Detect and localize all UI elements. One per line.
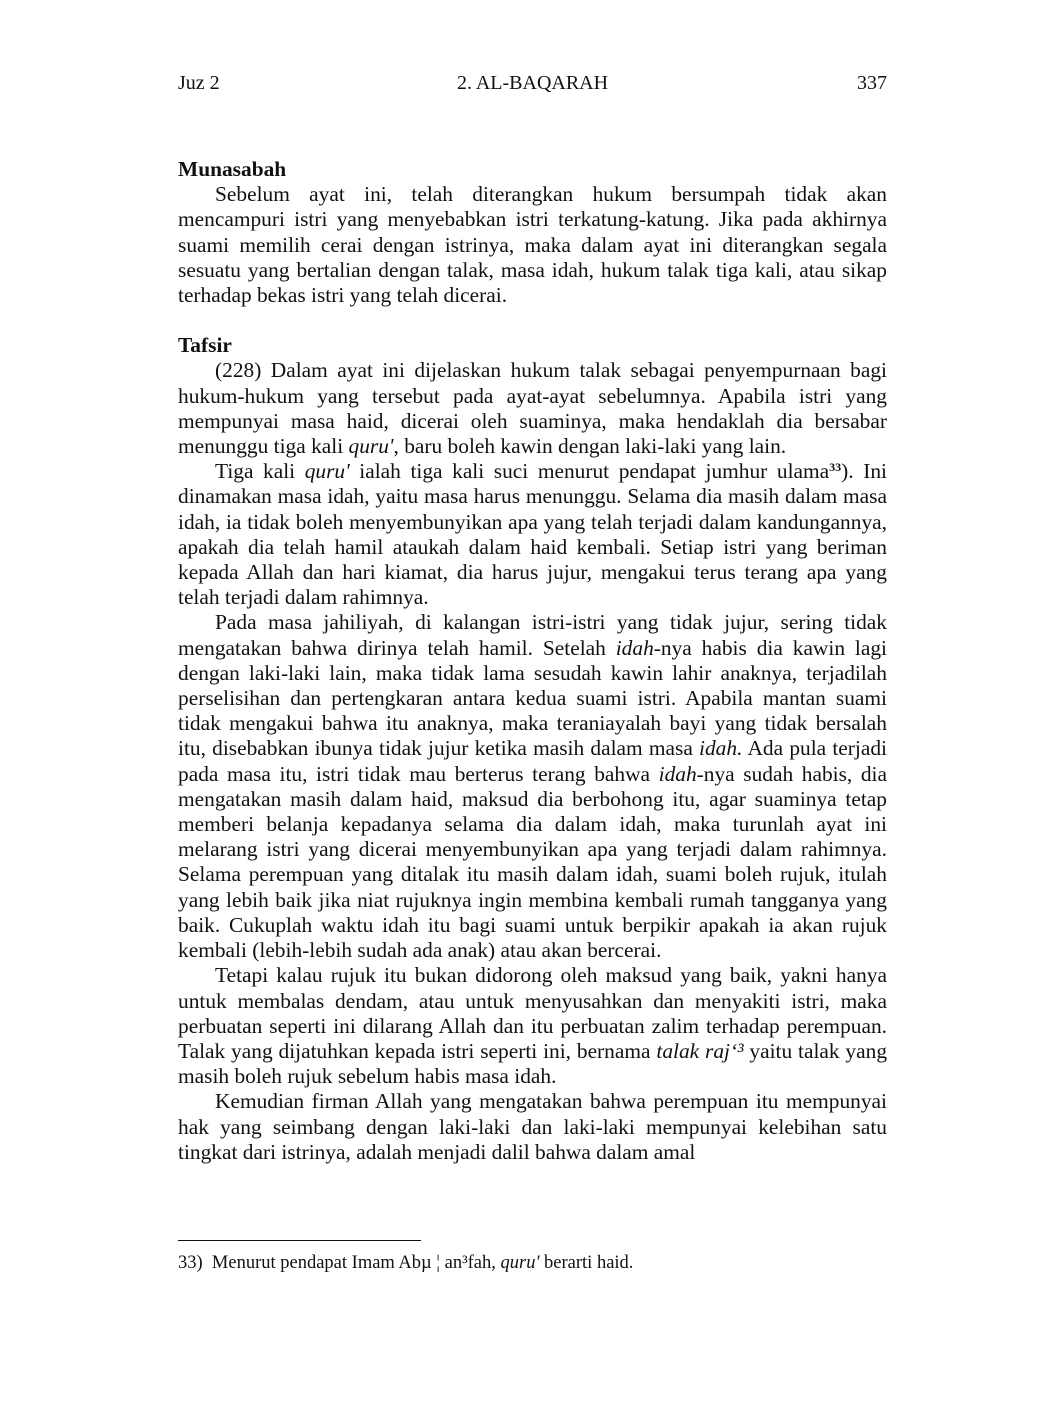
text-run: yaitu talak yang masih boleh rujuk sebelum habis masa idah.	[178, 1038, 888, 1089]
munasabah-text: Sebelum ayat ini, telah diterangkan hukum bersumpah tidak akan mencampuri istri yang menyebabkan istri terkatung-katung. Jika pada akhirnya suami memilih cerai dengan istrinya, maka dalam ayat ini diterangkan segala sesuatu yang bertalian dengan talak, masa idah, hukum talak tiga kali, atau sikap terhadap bekas istri yang telah dicerai.	[178, 182, 887, 308]
tafsir-paragraph-2	[178, 459, 887, 610]
munasabah-section	[178, 157, 887, 308]
italic-term: quru'	[500, 1253, 540, 1273]
text-run: -nya sudah habis, dia mengatakan masih dalam haid, maksud dia berbohong itu, agar suaminya tetap memberi belanja kepadanya selama dia dalam idah, maka turunlah ayat ini melarang istri yang dicerai menyembunyikan apa yang terjadi dalam rahimnya. Selama perempuan yang ditalak itu masih dalam idah, suami boleh rujuk, itulah yang lebih baik jika niat rujuknya ingin membina kembali rumah tangganya yang baik. Cukuplah waktu idah itu bagi suami untuk berpikir apakah ia akan rujuk kembali (lebih-lebih sudah ada anak) atau akan bercerai.	[178, 761, 887, 963]
text-run: ). Ini dinamakan masa idah, yaitu masa harus menunggu. Selama dia masih dalam masa idah, ia tidak boleh menyembunyikan apa yang telah terjadi dalam kandungannya, apakah dia telah hamil ataukah dalam haid kembali. Setiap istri yang beriman kepada Allah dan hari kiamat, dia harus jujur, mengakui terus terang apa yang telah terjadi dalam rahimnya.	[178, 459, 887, 610]
page-number: 337	[857, 72, 887, 94]
italic-term: idah	[658, 761, 697, 786]
tafsir-heading: Tafsir	[178, 333, 232, 358]
tafsir-paragraph-4	[178, 963, 887, 1089]
italic-term: talak raj‘³	[656, 1038, 744, 1063]
italic-term: idah.	[699, 736, 743, 761]
text-run: ialah tiga kali suci menurut pendapat jumhur ulama	[349, 459, 830, 484]
tafsir-paragraph-3	[178, 610, 887, 963]
italic-term: quru'	[348, 434, 394, 459]
text-run: Kemudian firman Allah yang mengatakan bahwa perempuan itu mempunyai hak yang seimbang dengan laki-laki dan laki-laki mempunyai kelebihan satu tingkat dari istrinya, adalah menjadi dalil bahwa dalam amal	[178, 1089, 887, 1164]
footnote-text: berarti haid.	[539, 1253, 634, 1273]
running-header	[178, 72, 887, 100]
tafsir-paragraph-5	[178, 1089, 887, 1165]
text-run: , baru boleh kawin dengan laki-laki yang lain.	[393, 434, 787, 459]
text-run: Pada masa jahiliyah, di kalangan istri-istri yang tidak jujur, sering tidak mengatakan bahwa dirinya telah hamil. Setelah	[178, 610, 887, 660]
juz-label: Juz 2	[178, 72, 220, 94]
munasabah-paragraph	[178, 182, 887, 308]
footnote-divider	[178, 1240, 421, 1241]
munasabah-heading: Munasabah	[178, 157, 287, 181]
italic-term: idah	[615, 635, 654, 660]
text-run: Tetapi kalau rujuk itu bukan didorong oleh maksud yang baik, yakni hanya untuk membalas dendam, atau untuk menyusahkan dan menyakiti istri, maka perbuatan seperti ini dilarang Allah dan itu perbuatan zalim terhadap perempuan. Talak yang dijatuhkan kepada istri seperti ini, bernama	[178, 963, 887, 1063]
text-run: (228) Dalam ayat ini dijelaskan hukum talak sebagai penyempurnaan bagi hukum-hukum yang tersebut pada ayat-ayat sebelumnya. Apabila istri yang mempunyai masa haid, dicerai oleh suaminya, maka hendaklah dia bersabar menunggu tiga kali	[178, 358, 887, 459]
text-run: -nya habis dia kawin lagi dengan laki-laki lain, maka tidak lama sesudah kawin lahir anaknya, terjadilah perselisihan dan pertengkaran antara kedua suami istri. Apabila mantan suami tidak mengakui bahwa itu anaknya, maka teraniayalah bayi yang tidak bersalah itu, disebabkan ibunya tidak jujur ketika masih dalam masa	[178, 635, 887, 761]
footnote-text: Menurut pendapat Imam Abµ ¦ an³fah,	[211, 1253, 501, 1273]
footnote	[178, 1251, 887, 1275]
page-body	[178, 157, 887, 1190]
tafsir-paragraph-1	[178, 358, 887, 459]
text-run: Tiga kali	[215, 459, 305, 484]
footnote-number: 33)	[178, 1253, 203, 1273]
text-run: Ada pula terjadi pada masa itu, istri tidak mau berterus terang bahwa	[178, 736, 887, 786]
surah-title: 2. AL-BAQARAH	[456, 72, 609, 94]
tafsir-section	[178, 333, 887, 1165]
italic-term: quru'	[304, 459, 350, 484]
footnote-reference[interactable]: 33	[829, 460, 842, 475]
